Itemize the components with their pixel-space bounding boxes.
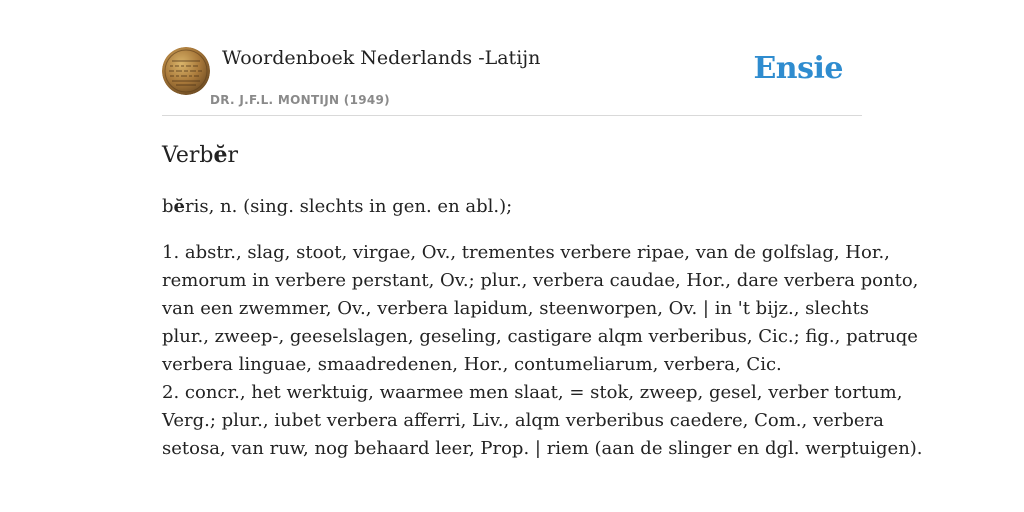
entry-title-suffix: r: [227, 143, 239, 168]
page: [162, 0, 923, 512]
entry-lead-accent: ĕ: [173, 196, 185, 217]
definition-line: Verg.; plur., iubet verbera afferri, Liv., alqm verberibus caedere, Com., verbera: [162, 410, 884, 431]
entry-title-accent: ĕ: [213, 142, 228, 168]
coin-logo-icon[interactable]: [162, 47, 210, 95]
dictionary-author: DR. J.F.L. MONTIJN (1949): [210, 93, 390, 107]
definition-line: remorum in verbere perstant, Ov.; plur., verbera caudae, Hor., dare verbera ponto,: [162, 270, 919, 291]
definition-line: van een zwemmer, Ov., verbera lapidum, steenworpen, Ov. | in 't bijz., slechts: [162, 298, 869, 319]
definition-line: setosa, van ruw, nog behaard leer, Prop. | riem (aan de slinger en dgl. werptuigen).: [162, 438, 923, 459]
entry-lead-suffix: ris, n. (sing. slechts in gen. en abl.);: [184, 196, 513, 217]
definition-line: 1. abstr., slag, stoot, virgae, Ov., trementes verbere ripae, van de golfslag, Hor.,: [162, 242, 890, 263]
definition-line: verbera linguae, smaadredenen, Hor., contumeliarum, verbera, Cic.: [162, 354, 782, 375]
dictionary-title[interactable]: Woordenboek Nederlands -Latijn: [222, 47, 541, 69]
definition-line: 2. concr., het werktuig, waarmee men slaat, = stok, zweep, gesel, verber tortum,: [162, 382, 903, 403]
entry-title-prefix: Verb: [162, 143, 214, 168]
entry-lead-prefix: b: [162, 196, 174, 217]
brand-logo[interactable]: Ensie: [753, 51, 843, 86]
entry-lead: [162, 193, 512, 221]
definition-line: plur., zweep-, geeselslagen, geseling, castigare alqm verberibus, Cic.; fig., patruqe: [162, 326, 918, 347]
entry-title: [162, 140, 238, 171]
header: [162, 0, 862, 116]
entry-definition: [162, 239, 923, 463]
